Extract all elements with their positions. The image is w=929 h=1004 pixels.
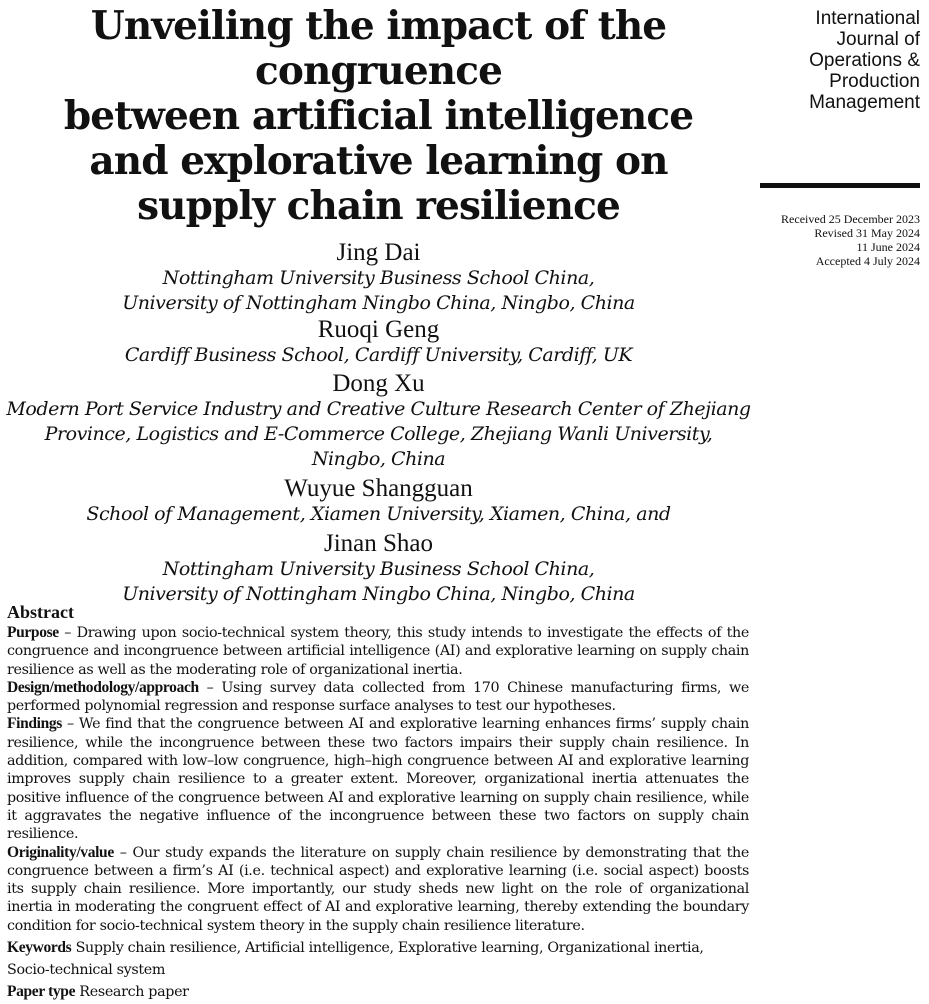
title-line: between artificial intelligence — [63, 93, 694, 139]
section-label: Originality/value — [7, 843, 114, 861]
author-affiliation — [0, 343, 757, 368]
affiliation-line: Province, Logistics and E-Commerce College, Zhejiang Wanli University, — [44, 423, 713, 445]
date-line: Revised 31 May 2024 — [814, 226, 920, 240]
affiliation-line: University of Nottingham Ningbo China, Ningbo, China — [122, 292, 635, 314]
article-history-dates — [760, 212, 920, 268]
paper-type — [7, 981, 749, 1004]
abstract-purpose — [7, 624, 749, 679]
affiliation-line: School of Management, Xiamen University, Xiamen, China, and — [86, 503, 671, 525]
affiliation-line: Nottingham University Business School China, — [162, 558, 595, 580]
keywords — [7, 937, 749, 981]
journal-name-line: Management — [809, 92, 920, 113]
sidebar-divider — [760, 183, 920, 188]
abstract-originality — [7, 844, 749, 935]
author-name: Jing Dai — [336, 239, 421, 266]
author-list — [0, 239, 757, 607]
keywords-text: Supply chain resilience, Artificial intelligence, Explorative learning, Organizational inertia, Socio-technical system — [7, 940, 704, 978]
author-affiliation — [0, 557, 757, 607]
journal-sidebar — [760, 8, 920, 268]
journal-name-line: International — [815, 8, 920, 29]
affiliation-line: University of Nottingham Ningbo China, Ningbo, China — [122, 583, 635, 605]
paper-type-text: Research paper — [75, 984, 189, 1001]
journal-name-line: Journal of — [836, 29, 920, 50]
abstract-heading: Abstract — [7, 602, 74, 622]
abstract-design — [7, 679, 749, 716]
section-text: – We find that the congruence between AI and explorative learning enhances firms’ supply chain resilience, while the incongruence between these two factors impairs their supply chain resilience. In addition, compared with low–low congruence, high–high congruence between AI and explorative learning improves supply chain resilience to a greater extent. Moreover, organizational inertia attenuates the positive influence of the congruence between AI and explorative learning on supply chain resilience, while it aggravates the negative influence of the incongruence between these two factors on supply chain resilience. — [7, 716, 749, 843]
section-text: – Drawing upon socio-technical system theory, this study intends to investigate the effects of the congruence and incongruence between artificial intelligence (AI) and explorative learning on supply chain resilience as well as the moderating role of organizational inertia. — [7, 625, 749, 678]
article-title — [0, 4, 757, 229]
section-label: Findings — [7, 715, 62, 733]
author-affiliation — [0, 397, 757, 472]
title-line: and explorative learning on — [89, 138, 668, 184]
journal-name — [760, 8, 920, 113]
journal-name-line: Operations & — [809, 50, 920, 71]
section-label: Design/methodology/approach — [7, 678, 199, 696]
date-line: Accepted 4 July 2024 — [815, 254, 920, 268]
paper-type-label: Paper type — [7, 983, 76, 1001]
section-label: Purpose — [7, 624, 59, 641]
author-affiliation — [0, 266, 757, 316]
date-line: Received 25 December 2023 — [781, 212, 920, 226]
affiliation-line: Ningbo, China — [311, 448, 446, 470]
title-line: Unveiling the impact of the congruence — [90, 3, 667, 94]
affiliation-line: Cardiff Business School, Cardiff University, Cardiff, UK — [124, 344, 633, 366]
author-name: Jinan Shao — [323, 530, 434, 557]
author-name: Wuyue Shangguan — [284, 475, 473, 502]
author-affiliation — [0, 502, 757, 527]
affiliation-line: Modern Port Service Industry and Creative Culture Research Center of Zhejiang — [6, 398, 751, 420]
main-column — [0, 0, 757, 607]
section-text: – Our study expands the literature on supply chain resilience by demonstrating that the congruence between a firm’s AI (i.e. technical aspect) and explorative learning (i.e. social aspect) boosts its supply chain resilience. More importantly, our study sheds new light on the role of organizational inertia in moderating the congruent effect of AI and explorative learning, thereby extending the boundary condition for socio-technical system theory in the supply chain resilience literature. — [7, 844, 749, 934]
keywords-label: Keywords — [7, 939, 72, 957]
title-line: supply chain resilience — [137, 183, 620, 229]
abstract-findings — [7, 715, 749, 843]
section-text: – Using survey data collected from 170 Chinese manufacturing firms, we performed polynomial regression and response surface analyses to test our hypotheses. — [7, 679, 749, 715]
author-name: Dong Xu — [332, 370, 425, 397]
affiliation-line: Nottingham University Business School China, — [162, 267, 595, 289]
author-name: Ruoqi Geng — [317, 316, 440, 343]
abstract-section — [7, 601, 749, 1004]
date-line: 11 June 2024 — [856, 240, 920, 254]
journal-name-line: Production — [829, 71, 920, 92]
